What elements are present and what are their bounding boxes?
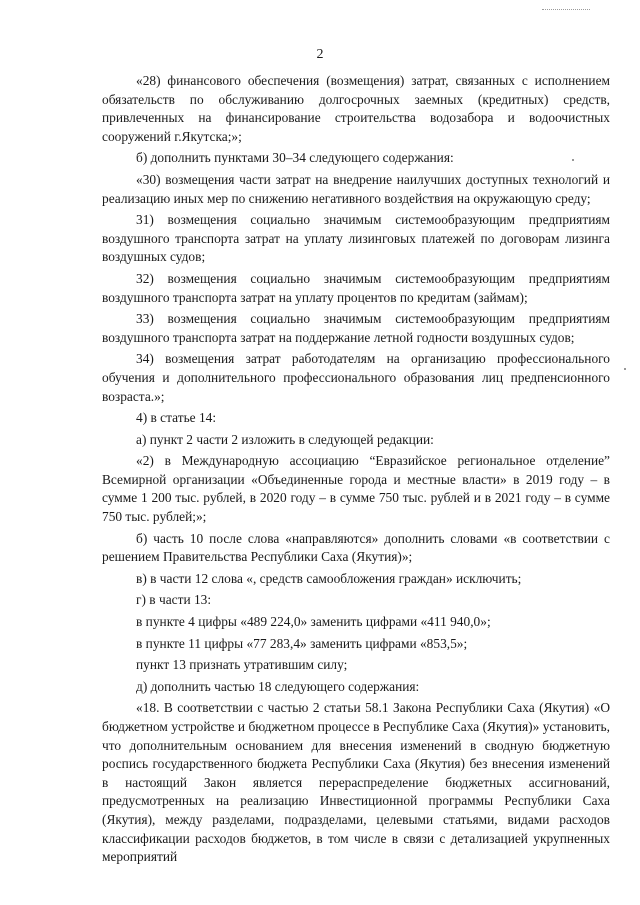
- paragraph-part-18: «18. В соответствии с частью 2 статьи 58.1 Закона Республики Саха (Якутия) «О бюджетном устройстве и бюджетном процессе в Республике Саха (Якутия)» установить, что дополнительным основанием для внесения изменений в сводную бюджетную роспись государственного бюджета Республики Саха (Якутия) без внесения изменений в настоящий Закон является перераспределение бюджетных ассигнований, предусмотренных на реализацию Инвестиционной программы Республики Саха (Якутия), между разделами, подразделами, целевыми статьями, видами расходов классификации расходов бюджетов, в том числе в связи с детализацией укрупненных мероприятий: [102, 700, 610, 865]
- paragraph-item-32: 32) возмещения социально значимым системообразующим предприятиям воздушного транспорта затрат на уплату процентов по кредитам (займам);: [102, 270, 610, 305]
- corner-mark: [542, 9, 590, 10]
- paragraph-article-14: 4) в статье 14:: [136, 410, 217, 426]
- paragraph-clause-d: д) дополнить частью 18 следующего содержания:: [136, 678, 420, 694]
- paragraph-point-4: в пункте 4 цифры «489 224,0» заменить цифрами «411 940,0»;: [136, 614, 491, 630]
- paragraph-point-11: в пункте 11 цифры «77 283,4» заменить цифрами «853,5»;: [136, 635, 468, 651]
- paragraph-point-13: пункт 13 признать утратившим силу;: [136, 657, 348, 673]
- paragraph-item-33: 33) возмещения социально значимым системообразующим предприятиям воздушного транспорта затрат на поддержание летной годности воздушных судов;: [102, 311, 610, 345]
- scan-speck: [572, 159, 574, 161]
- page-number: 2: [316, 47, 324, 62]
- paragraph-clause-v: в) в части 12 слова «, средств самообложения граждан» исключить;: [136, 570, 522, 586]
- paragraph-add-items-heading: б) дополнить пунктами 30–34 следующего содержания:: [136, 150, 454, 166]
- paragraph-item-30: «30) возмещения части затрат на внедрение наилучших доступных технологий и реализацию иных мер по снижению негативного воздействия на окружающую среду;: [102, 171, 610, 206]
- paragraph-clause-b: б) часть 10 после слова «направляются» дополнить словами «в соответствии с решением Правительства Республики Саха (Якутия)»;: [102, 530, 610, 565]
- paragraph-clause-a: а) пункт 2 части 2 изложить в следующей редакции:: [136, 431, 434, 447]
- paragraph-item-28: «28) финансового обеспечения (возмещения) затрат, связанных с исполнением обязательств по обслуживанию долгосрочных заемных (кредитных) средств, привлеченных на финансирование строительства водозабора и водоочистных сооружений г.Якутска;»;: [102, 73, 610, 144]
- paragraph-item-31: 31) возмещения социально значимым системообразующим предприятиям воздушного транспорта затрат на уплату лизинговых платежей по договорам лизинга воздушных судов;: [102, 212, 610, 265]
- paragraph-clause-g: г) в части 13:: [136, 592, 212, 608]
- scan-speck: [624, 368, 626, 370]
- document-body: [102, 72, 610, 867]
- paragraph-quote-2: «2) в Международную ассоциацию “Евразийское региональное отделение” Всемирной организации «Объединенные города и местные власти» в 2019 году – в сумме 1 200 тыс. рублей, в 2020 году – в сумме 750 тыс. рублей и в 2021 году – в сумме 750 тыс. рублей;»;: [102, 453, 610, 525]
- paragraph-item-34: 34) возмещения затрат работодателям на организацию профессионального обучения и дополнительного профессионального образования лиц предпенсионного возраста.»;: [102, 351, 610, 404]
